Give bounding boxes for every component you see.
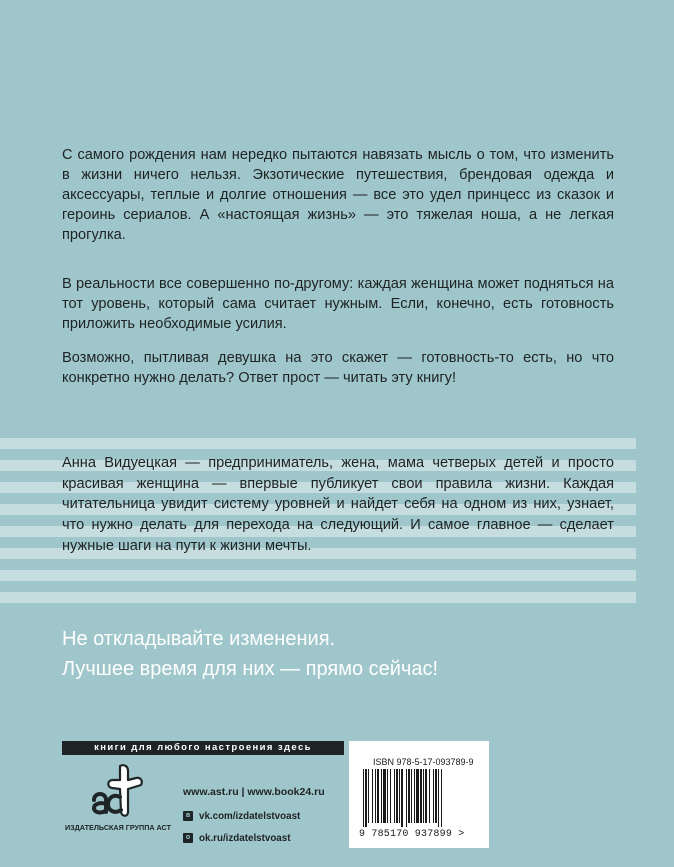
website-links[interactable]: www.ast.ru | www.book24.ru	[183, 786, 325, 798]
ast-logo-icon	[90, 762, 150, 820]
publisher-name: ИЗДАТЕЛЬСКАЯ ГРУППА АСТ	[65, 823, 171, 832]
barcode-bar	[416, 769, 419, 823]
barcode-bar	[441, 769, 442, 827]
barcode-bar	[368, 769, 369, 823]
barcode-bar	[363, 769, 364, 827]
barcode-bar	[390, 769, 391, 823]
ok-icon: о	[183, 833, 193, 843]
barcode-bar	[411, 769, 412, 823]
barcode-bar	[408, 769, 410, 823]
barcode-bar	[399, 769, 400, 823]
slogan-line-2: Лучшее время для них — прямо сейчас!	[62, 658, 439, 680]
barcode-bar	[394, 769, 395, 823]
author-paragraph: Анна Видуецкая — предприниматель, жена, мама четверых детей и просто красивая женщина — впервые публикует свои правила жизни. Каждая читательница увидит систему уровней и найдет себя на одном из них, узнает, что нужно делать для перехода на следующий. И самое главное — сделает нужные шаги на пути к жизни мечты.	[62, 455, 614, 554]
barcode-digits: 9 785170 937899 >	[359, 829, 465, 840]
barcode-bar	[406, 769, 407, 827]
barcode-area	[349, 741, 489, 848]
barcode-bar	[387, 769, 388, 823]
barcode-bar	[401, 769, 403, 827]
blurb-paragraph-2: В реальности все совершенно по-другому: каждая женщина может подняться на тот уровень, который сама считает нужным. Если, конечно, есть готовность приложить необходимые усилия.	[62, 276, 614, 332]
barcode-bar	[425, 769, 427, 823]
barcode-bar	[381, 769, 382, 823]
barcode-bar	[423, 769, 424, 823]
barcode-bar	[383, 769, 386, 823]
barcode-bar	[365, 769, 367, 827]
barcode-bar	[429, 769, 430, 823]
slogan-line-1: Не откладывайте изменения.	[62, 628, 336, 650]
barcode-bar	[435, 769, 437, 823]
vk-link-text: vk.com/izdatelstvoast	[199, 810, 301, 822]
barcode-icon	[363, 769, 475, 827]
vk-link[interactable]	[183, 809, 325, 823]
barcode-bar	[433, 769, 434, 823]
barcode-bar	[414, 769, 415, 823]
barcode-bar	[375, 769, 376, 823]
slogan	[62, 624, 438, 684]
blurb-paragraph-1: С самого рождения нам нередко пытаются навязать мысль о том, что изменить в жизни ничего нельзя. Экзотические путешествия, брендовая одежда и аксессуары, теплые и долгие отношения — все это удел принцесс из сказок и героинь сериалов. А «настоящая жизнь» — это тяжелая ноша, а не легкая прогулка.	[62, 147, 614, 243]
ok-link-text: ok.ru/izdatelstvoast	[199, 832, 291, 844]
barcode-bar	[372, 769, 373, 823]
tagline-banner: книги для любого настроения здесь	[62, 741, 344, 755]
publisher-links	[183, 785, 325, 853]
barcode-bar	[396, 769, 398, 823]
barcode-bar	[420, 769, 422, 823]
barcode-bar	[438, 769, 439, 827]
blurb-paragraph-3: Возможно, пытливая девушка на это скажет — готовность-то есть, но что конкретно нужно делать? Ответ прост — читать эту книгу!	[62, 350, 614, 386]
ok-link[interactable]	[183, 831, 325, 845]
isbn-text: ISBN 978-5-17-093789-9	[373, 757, 474, 767]
barcode-bar	[377, 769, 379, 823]
vk-icon: в	[183, 811, 193, 821]
